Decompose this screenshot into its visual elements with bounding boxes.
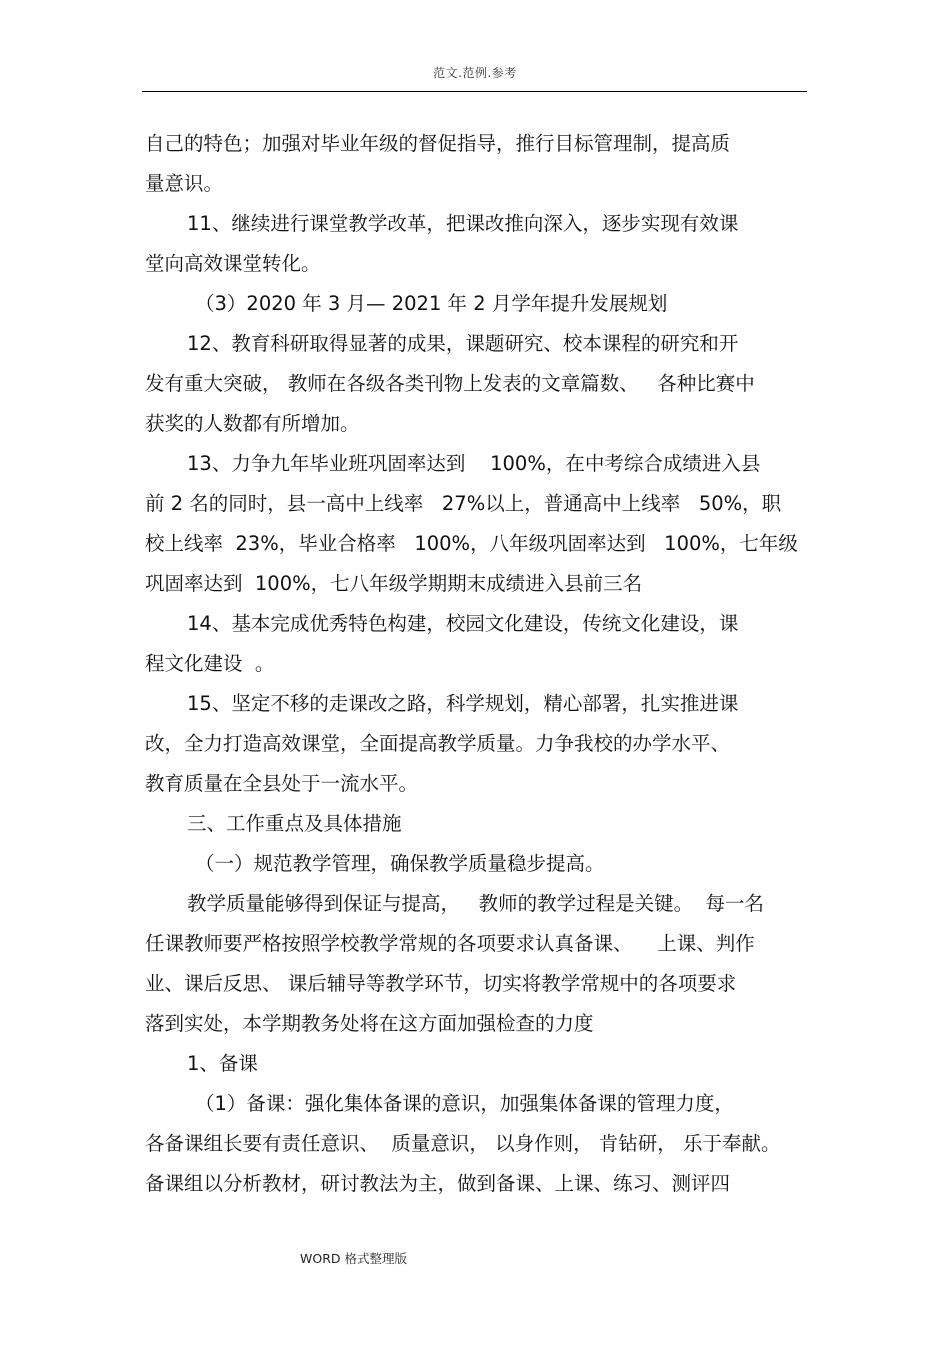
text-line: 自己的特色；加强对毕业年级的督促指导，推行目标管理制，提高质 <box>145 132 731 155</box>
text-line: 教学质量能够得到保证与提高， 教师的教学过程是关键。 每一名 <box>187 892 764 915</box>
text-line: 备课组以分析教材，研讨教法为主，做到备课、上课、练习、测评四 <box>145 1172 731 1195</box>
text-line: 任课教师要严格按照学校教学常规的各项要求认真备课、 上课、判作 <box>145 932 755 955</box>
text-line: 14、基本完成优秀特色构建，校园文化建设，传统文化建设，课 <box>187 612 739 635</box>
text-line: 11、继续进行课堂教学改革，把课改推向深入，逐步实现有效课 <box>187 212 739 235</box>
text-line: 教育质量在全县处于一流水平。 <box>145 772 419 795</box>
text-line: 量意识。 <box>145 172 224 195</box>
text-line: 发有重大突破， 教师在各级各类刊物上发表的文章篇数、 各种比赛中 <box>145 372 755 395</box>
text-line: 前 2 名的同时，县一高中上线率 27%以上，普通高中上线率 50%，职 <box>145 492 782 515</box>
subsection-heading: （一）规范教学管理，确保教学质量稳步提高。 <box>195 852 605 875</box>
text-line: 业、课后反思、 课后辅导等教学环节，切实将教学常规中的各项要求 <box>145 972 737 995</box>
text-line: 改，全力打造高效课堂，全面提高教学质量。力争我校的办学水平、 <box>145 732 731 755</box>
text-line: 获奖的人数都有所增加。 <box>145 412 360 435</box>
page-header: 范文.范例.参考 <box>433 66 517 80</box>
text-line: 巩固率达到 100%，七八年级学期期末成绩进入县前三名 <box>145 572 643 595</box>
text-line: （1）备课：强化集体备课的意识，加强集体备课的管理力度， <box>195 1092 734 1115</box>
document-body <box>145 124 810 1204</box>
text-line: 各备课组长要有责任意识、 质量意识， 以身作则， 肯钻研， 乐于奉献。 <box>145 1132 781 1155</box>
text-line: （3）2020 年 3 月— 2021 年 2 月学年提升发展规划 <box>195 292 668 315</box>
page-footer: WORD 格式整理版 <box>300 1251 407 1266</box>
text-line: 12、教育科研取得显著的成果，课题研究、校本课程的研究和开 <box>187 332 739 355</box>
header-rule <box>142 91 807 92</box>
section-heading: 三、工作重点及具体措施 <box>187 812 402 835</box>
text-line: 程文化建设 。 <box>145 652 275 675</box>
text-line: 13、力争九年毕业班巩固率达到 100%，在中考综合成绩进入县 <box>187 452 761 475</box>
text-line: 堂向高效课堂转化。 <box>145 252 321 275</box>
text-line: 校上线率 23%，毕业合格率 100%，八年级巩固率达到 100%，七年级 <box>145 532 798 555</box>
item-heading: 1、备课 <box>187 1052 258 1075</box>
text-line: 落到实处，本学期教务处将在这方面加强检查的力度 <box>145 1012 594 1035</box>
text-line: 15、坚定不移的走课改之路，科学规划，精心部署，扎实推进课 <box>187 692 739 715</box>
